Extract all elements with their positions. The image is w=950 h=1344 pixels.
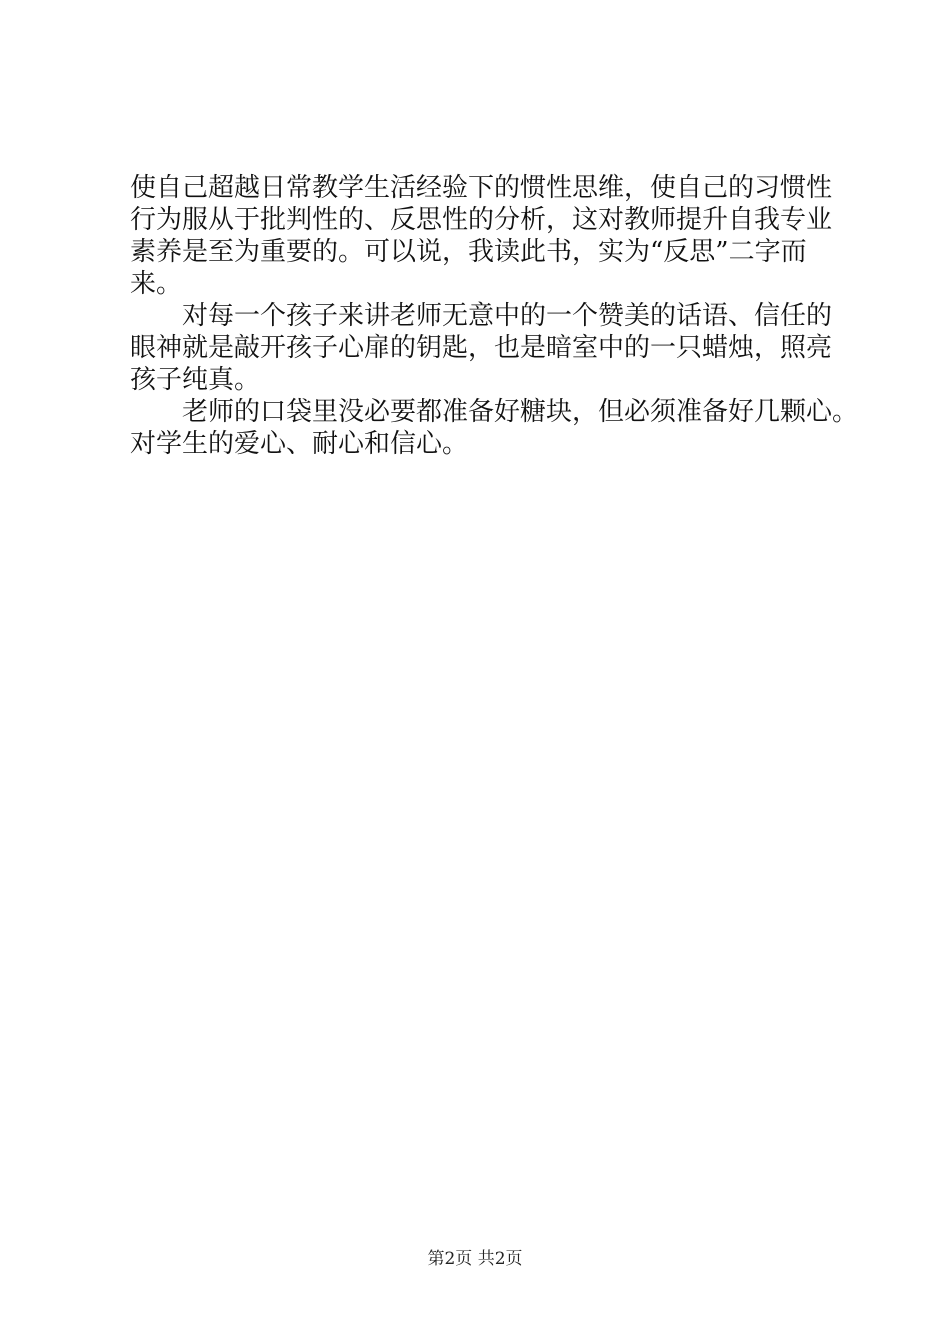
text-line: 眼神就是敲开孩子心扉的钥匙，也是暗室中的一只蜡烛，照亮 (130, 333, 833, 363)
text-line: 使自己超越日常教学生活经验下的惯性思维，使自己的习惯性 (130, 173, 833, 203)
page-number-footer: 第2页 共2页 (427, 1249, 523, 1269)
text-line: 行为服从于批判性的、反思性的分析，这对教师提升自我专业 (130, 205, 833, 235)
text-line: 素养是至为重要的。可以说，我读此书，实为“反思”二字而 (130, 237, 807, 267)
text-line: 对学生的爱心、耐心和信心。 (130, 429, 469, 459)
text-line: 来。 (130, 269, 183, 299)
text-line: 老师的口袋里没必要都准备好糖块，但必须准备好几颗心。 (130, 397, 859, 427)
text-line: 对每一个孩子来讲老师无意中的一个赞美的话语、信任的 (130, 301, 833, 331)
text-line: 孩子纯真。 (130, 365, 261, 395)
body-text (130, 172, 859, 460)
